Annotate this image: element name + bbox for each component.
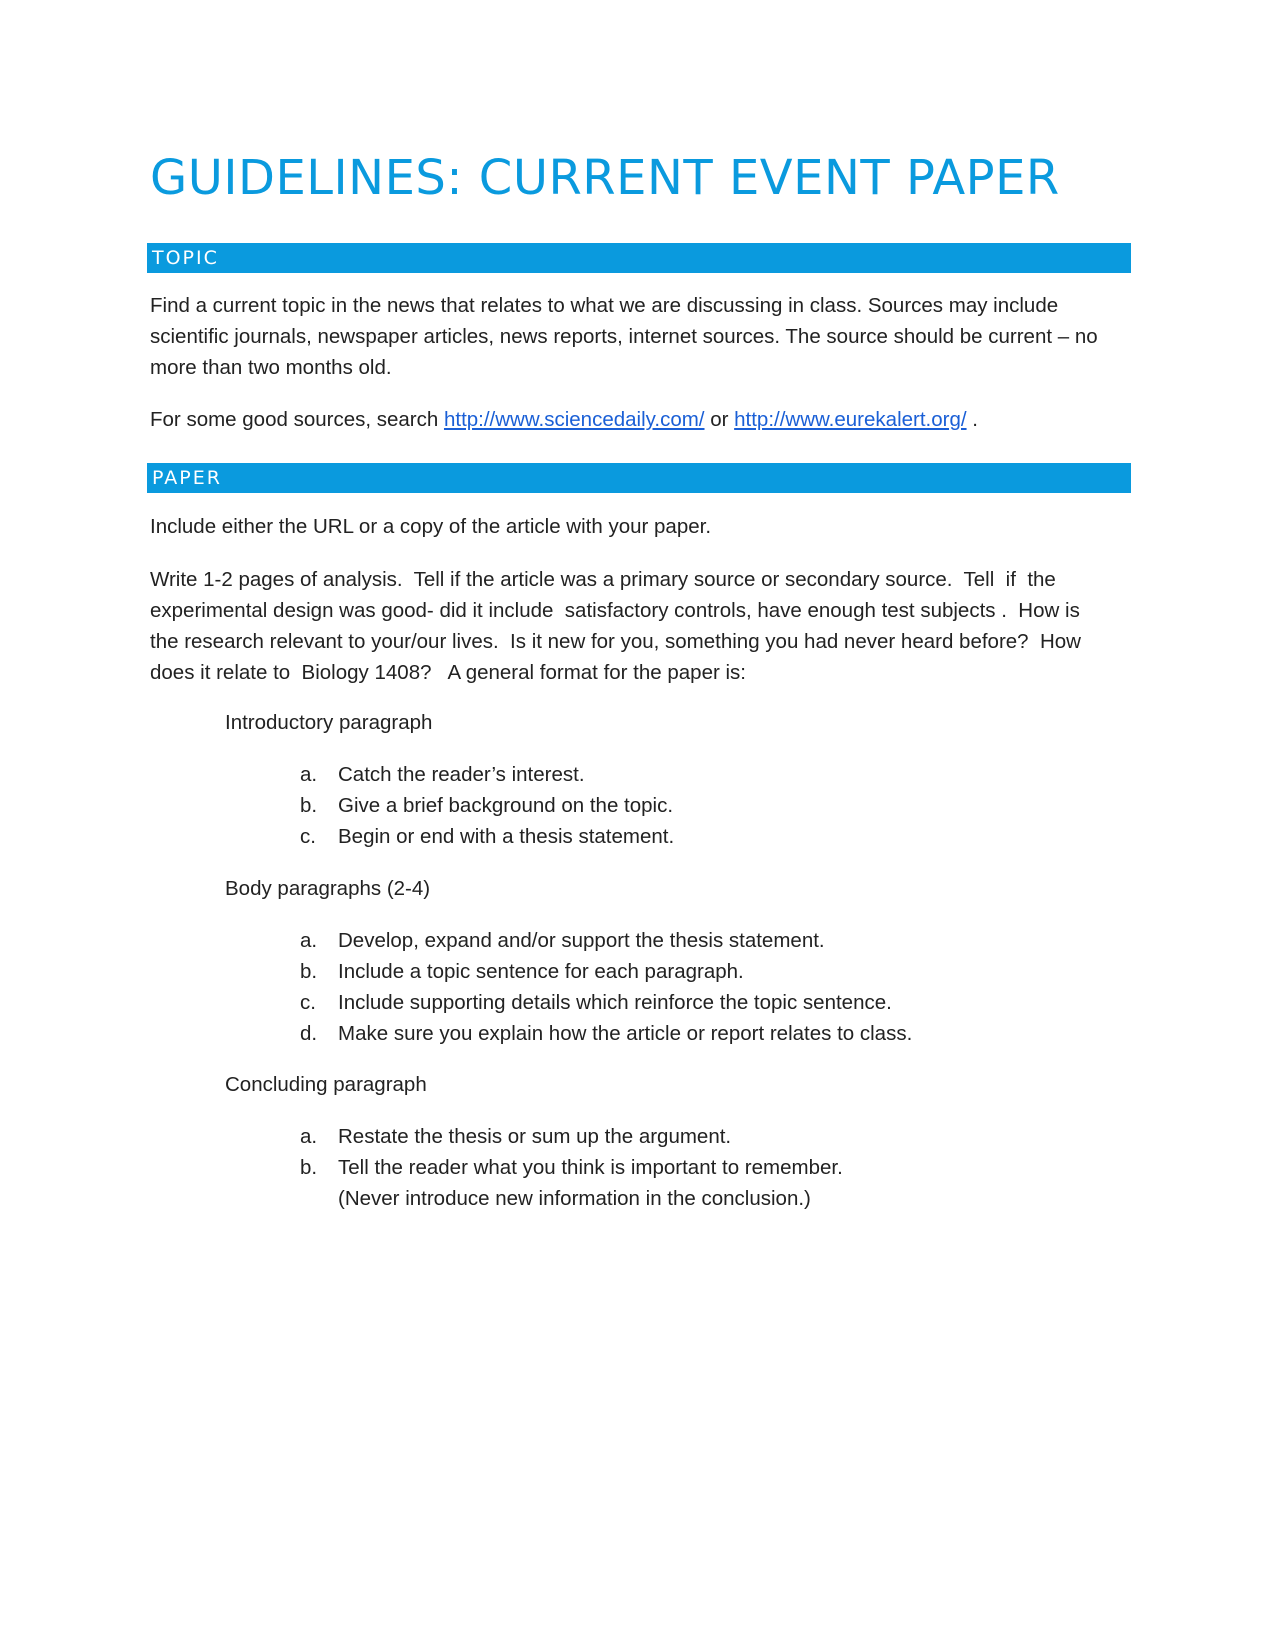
section-header-paper: PAPER [147,463,1131,493]
include-url-paragraph: Include either the URL or a copy of the article with your paper. [150,515,712,538]
analysis-line: the research relevant to your/our lives. Is it new for you, something you had never heard before? How [150,630,1081,653]
intro-list [300,759,674,852]
list-item [300,987,912,1018]
conclusion-list [300,1121,843,1214]
list-item-text: Catch the reader’s interest. [338,763,585,786]
list-item-text: Include a topic sentence for each paragraph. [338,960,744,983]
analysis-line: does it relate to Biology 1408? A general format for the paper is: [150,661,747,684]
list-item [300,925,912,956]
topic-paragraph: Find a current topic in the news that relates to what we are discussing in class. Sources may include scientific journals, newspaper articles, news reports, internet sources. The source should be current – no more than two months old. [150,294,1098,379]
list-marker: a. [300,763,318,786]
body-heading: Body paragraphs (2-4) [225,877,431,900]
list-marker: b. [300,960,318,983]
section-header-topic: TOPIC [147,243,1131,273]
list-item-text: Develop, expand and/or support the thesis statement. [338,929,825,952]
list-item [300,821,674,852]
sources-or: or [704,408,735,431]
list-item [300,1152,843,1183]
list-marker: d. [300,1022,318,1045]
list-item [300,1183,843,1214]
list-item-text: Restate the thesis or sum up the argument. [338,1125,732,1148]
list-item-text: Begin or end with a thesis statement. [338,825,675,848]
analysis-paragraph [150,564,1135,688]
list-marker: a. [300,1125,318,1148]
sciencedaily-link[interactable]: http://www.sciencedaily.com/ [443,408,705,431]
list-item [300,759,674,790]
list-item-text: Include supporting details which reinforce the topic sentence. [338,991,892,1014]
list-marker: a. [300,929,318,952]
sources-paragraph [150,404,1135,435]
list-item-text: Give a brief background on the topic. [338,794,674,817]
intro-heading: Introductory paragraph [225,711,433,734]
list-item [300,790,674,821]
sources-suffix: . [966,408,978,431]
body-list [300,925,912,1049]
analysis-line: Write 1-2 pages of analysis. Tell if the article was a primary source or secondary source. Tell if the [150,568,1056,591]
list-item [300,1018,912,1049]
list-item-text: Make sure you explain how the article or report relates to class. [338,1022,913,1045]
list-marker: b. [300,794,318,817]
list-marker: b. [300,1156,318,1179]
conclusion-heading: Concluding paragraph [225,1073,427,1096]
list-marker: c. [300,991,316,1014]
page-title: GUIDELINES: CURRENT EVENT PAPER [150,150,1060,206]
sources-prefix: For some good sources, search [150,408,444,431]
analysis-line: experimental design was good- did it include satisfactory controls, have enough test subjects . How is [150,599,1080,622]
list-item [300,956,912,987]
list-marker: c. [300,825,316,848]
list-item-text: (Never introduce new information in the conclusion.) [338,1187,811,1210]
list-item-text: Tell the reader what you think is important to remember. [338,1156,843,1179]
list-item [300,1121,843,1152]
eurekalert-link[interactable]: http://www.eurekalert.org/ [734,408,967,431]
